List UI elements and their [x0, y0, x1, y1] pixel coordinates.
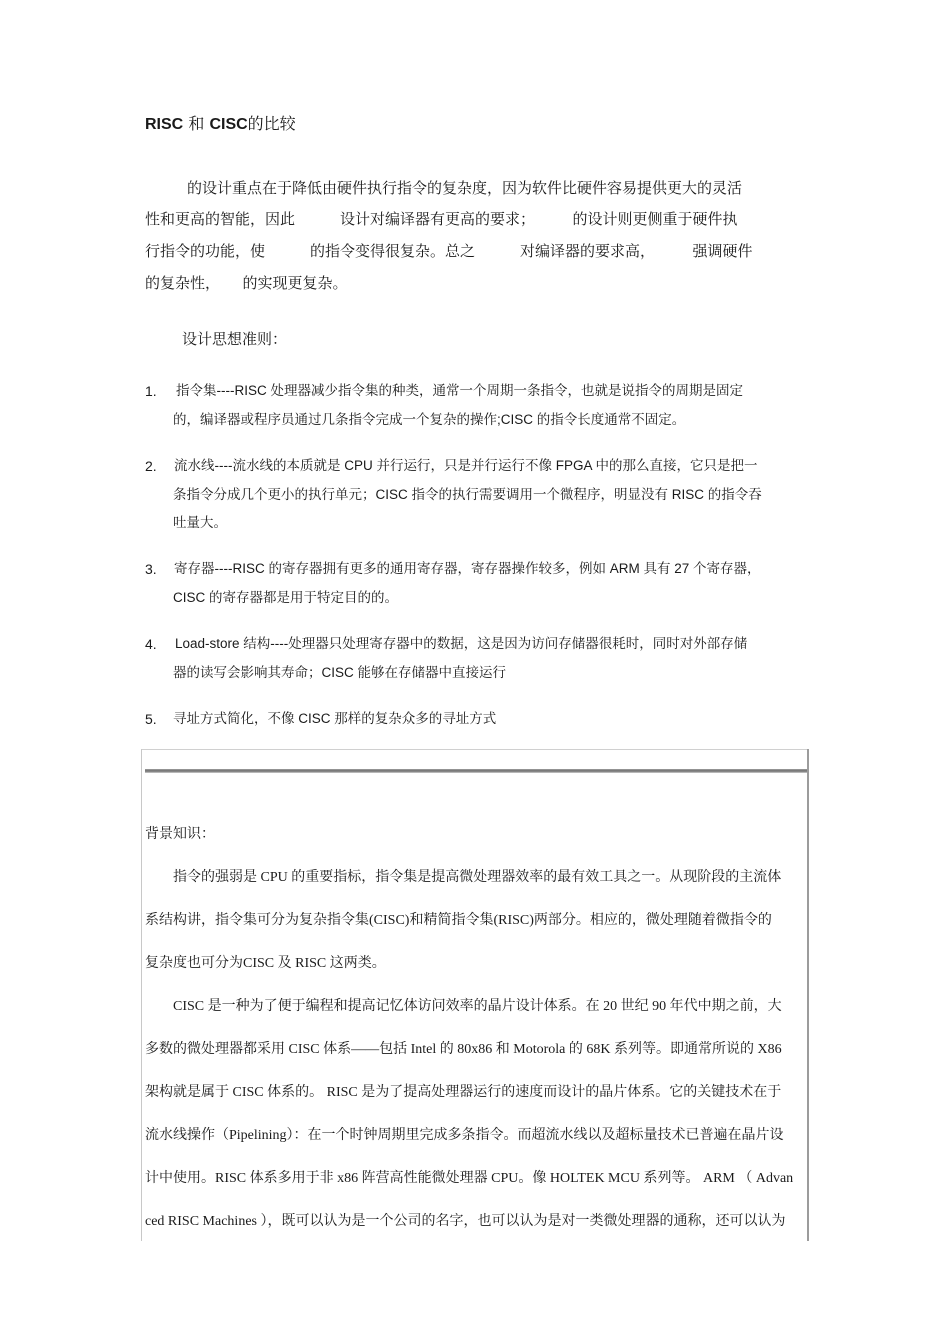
intro-line: 行指令的功能，使 的指令变得很复杂。总之 对编译器的要求高， 强调硬件 [145, 242, 753, 260]
background-line: CISC 是一种为了便于编程和提高记忆体访问效率的晶片设计体系。在 20 世纪 90 年代中期之前，大 [173, 999, 782, 1014]
list-number: 3. [145, 561, 157, 577]
list-item-line: 寄存器----RISC 的寄存器拥有更多的通用寄存器，寄存器操作较多，例如 ARM 具有 27 个寄存器， [174, 561, 761, 576]
list-item-line: 器的读写会影响其寿命；CISC 能够在存储器中直接运行 [173, 665, 507, 680]
title-he: 和 [188, 114, 205, 133]
page-title [145, 114, 296, 135]
list-number: 2. [145, 458, 157, 474]
intro-line: 的复杂性， 的实现更复杂。 [145, 274, 348, 292]
background-line: 架构就是属于 CISC 体系的。 RISC 是为了提高处理器运行的速度而设计的晶片体系。它的关键技术在于 [145, 1085, 782, 1100]
background-line: 复杂度也可分为CISC 及 RISC 这两类。 [145, 956, 386, 971]
background-heading: 背景知识： [145, 827, 215, 842]
title-risc: RISC [145, 116, 184, 133]
title-cisc: CISC [209, 116, 248, 133]
list-number: 4. [145, 636, 157, 652]
intro-line: 性和更高的智能，因此 设计对编译器有更高的要求； 的设计则更侧重于硬件执 [145, 210, 738, 228]
list-item-line: Load-store 结构----处理器只处理寄存器中的数据，这是因为访问存储器很耗时，同时对外部存储 [175, 636, 748, 651]
design-heading: 设计思想准则： [182, 330, 288, 348]
title-rest: 的比较 [247, 114, 296, 133]
list-item-line: 寻址方式简化，不像 CISC 那样的复杂众多的寻址方式 [173, 711, 497, 726]
list-number: 1. [145, 383, 157, 399]
background-line: 流水线操作（Pipelining）：在一个时钟周期里完成多条指令。而超流水线以及超标量技术已普遍在晶片设 [145, 1128, 784, 1143]
list-item-line: CISC 的寄存器都是用于特定目的的。 [173, 590, 399, 605]
box-right-border [807, 749, 809, 1241]
background-line: ced RISC Machines ），既可以认为是一个公司的名字，也可以认为是对一类微处理器的通称，还可以认为 [145, 1214, 786, 1229]
list-number: 5. [145, 711, 157, 727]
horizontal-rule [145, 769, 807, 773]
background-line: 多数的微处理器都采用 CISC 体系——包括 Intel 的 80x86 和 Motorola 的 68K 系列等。即通常所说的 X86 [145, 1042, 782, 1057]
intro-line: 的设计重点在于降低由硬件执行指令的复杂度，因为软件比硬件容易提供更大的灵活 [187, 179, 743, 197]
box-top-border [141, 749, 809, 750]
background-line: 计中使用。RISC 体系多用于非 x86 阵营高性能微处理器 CPU。像 HOLTEK MCU 系列等。 ARM （ Advan [145, 1171, 794, 1186]
list-item-line: 流水线----流水线的本质就是 CPU 并行运行，只是并行运行不像 FPGA 中的那么直接，它只是把一 [174, 458, 758, 473]
list-item-line: 指令集----RISC 处理器减少指令集的种类，通常一个周期一条指令，也就是说指令的周期是固定 [176, 383, 743, 398]
list-item-line: 吐量大。 [173, 515, 227, 530]
list-item-line: 的，编译器或程序员通过几条指令完成一个复杂的操作;CISC 的指令长度通常不固定。 [173, 412, 686, 427]
background-line: 指令的强弱是 CPU 的重要指标，指令集是提高微处理器效率的最有效工具之一。从现阶段的主流体 [173, 870, 782, 885]
list-item-line: 条指令分成几个更小的执行单元；CISC 指令的执行需要调用一个微程序，明显没有 RISC 的指令吞 [173, 487, 762, 502]
background-line: 系结构讲，指令集可分为复杂指令集(CISC)和精简指令集(RISC)两部分。相应的，微处理随着微指令的 [145, 913, 772, 928]
box-left-border [141, 749, 142, 1241]
